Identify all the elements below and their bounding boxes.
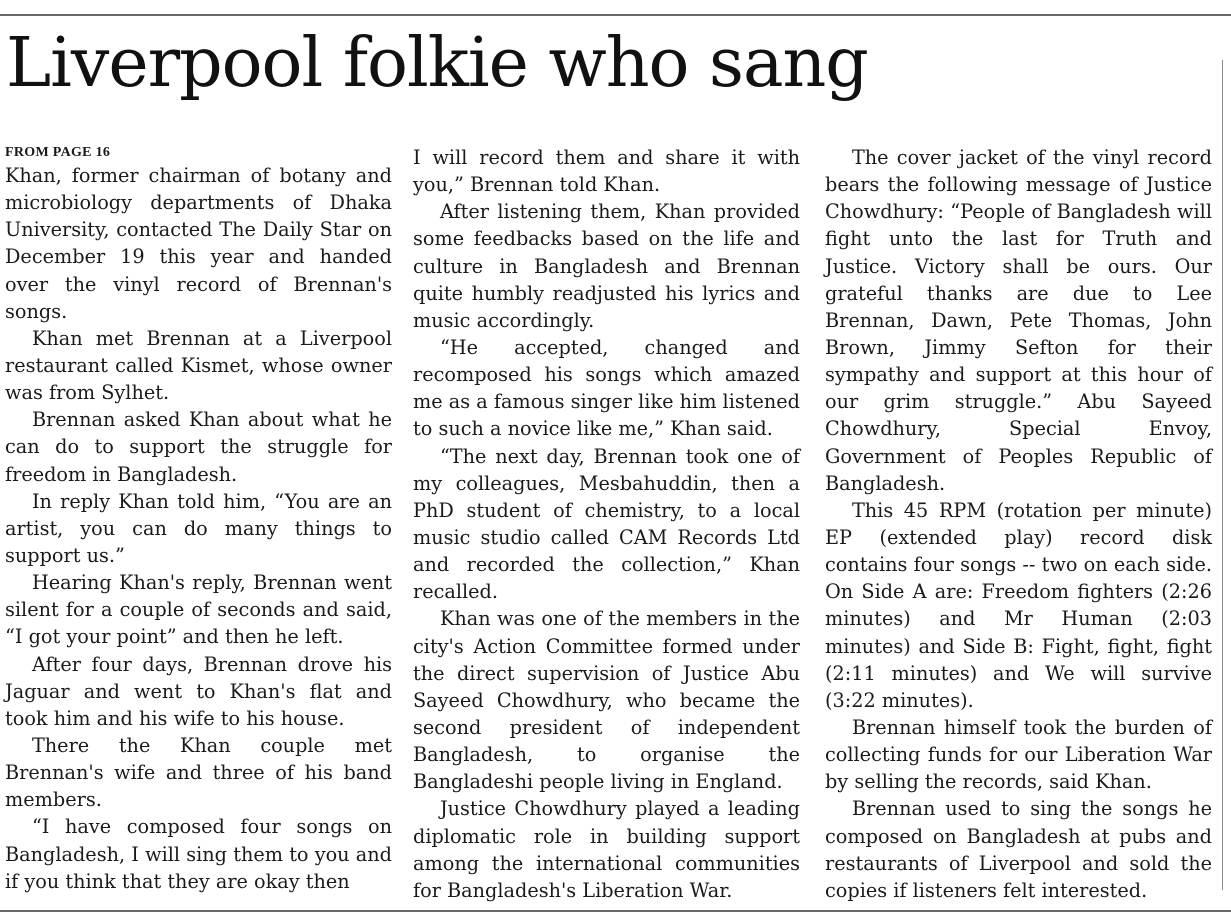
- paragraph: After four days, Brennan drove his Jaguar and went to Khan's flat and took him and his wife to his house.: [5, 652, 392, 730]
- paragraph: “I have composed four songs on Bangladesh, I will sing them to you and if you think that they are okay then: [5, 815, 392, 893]
- paragraph: “The next day, Brennan took one of my colleagues, Mesbahuddin, then a PhD student of chemistry, to a local music studio called CAM Records Ltd and recorded the collection,” Khan recalled.: [413, 444, 800, 604]
- paragraph: Justice Chowdhury played a leading diplomatic role in building support among the international communities for Bangladesh's Liberation War.: [413, 797, 800, 902]
- top-rule: [0, 14, 1231, 16]
- paragraph: The cover jacket of the vinyl record bears the following message of Justice Chowdhury: “People of Bangladesh will fight unto the last for Truth and Justice. Victory shall be ours. Our grateful thanks are due to Lee Brennan, Dawn, Pete Thomas, John Brown, Jimmy Sefton for their sympathy and support at this hour of our grim struggle.” Abu Sayeed Chowdhury, Special Envoy, Government of Peoples Republic of Bangladesh.: [825, 146, 1212, 495]
- paragraph: After listening them, Khan provided some feedbacks based on the life and culture in Bangladesh and Brennan quite humbly readjusted his lyrics and music accordingly.: [413, 200, 800, 332]
- paragraph: Brennan used to sing the songs he composed on Bangladesh at pubs and restaurants of Liverpool and sold the copies if listeners felt interested.: [825, 797, 1212, 902]
- paragraph: Khan met Brennan at a Liverpool restaurant called Kismet, whose owner was from Sylhet.: [5, 326, 392, 405]
- article-column-2: [413, 144, 800, 904]
- paragraph: Hearing Khan's reply, Brennan went silent for a couple of seconds and said, “I got your point” and then he left.: [5, 571, 392, 649]
- paragraph: “He accepted, changed and recomposed his songs which amazed me as a famous singer like him listened to such a novice like me,” Khan said.: [413, 335, 800, 441]
- right-column-rule: [1222, 60, 1223, 890]
- bottom-rule: [0, 910, 1231, 912]
- paragraph: Khan was one of the members in the city's Action Committee formed under the direct supervision of Justice Abu Sayeed Chowdhury, who became the second president of independent Bangladesh, to organise the Bangladeshi people living in England.: [413, 607, 800, 794]
- paragraph: Brennan asked Khan about what he can do to support the struggle for freedom in Bangladesh.: [5, 408, 392, 486]
- paragraph: Brennan himself took the burden of collecting funds for our Liberation War by selling the records, said Khan.: [825, 715, 1212, 794]
- paragraph: I will record them and share it with you,” Brennan told Khan.: [413, 146, 800, 197]
- article-column-3: [825, 144, 1212, 904]
- continuation-kicker: FROM PAGE 16: [5, 145, 111, 160]
- paragraph: There the Khan couple met Brennan's wife and three of his band members.: [5, 733, 392, 812]
- paragraph: This 45 RPM (rotation per minute) EP (extended play) record disk contains four songs -- two on each side. On Side A are: Freedom fighters (2:26 minutes) and Mr Human (2:03 minutes) and Side B: Fight, fight, fight (2:11 minutes) and We will survive (3:22 minutes).: [825, 498, 1212, 712]
- paragraph: In reply Khan told him, “You are an artist, you can do many things to support us.”: [5, 489, 392, 567]
- paragraph: Khan, former chairman of botany and microbiology departments of Dhaka University, contacted The Daily Star on December 19 this year and handed over the vinyl record of Brennan's songs.: [5, 164, 392, 323]
- headline: Liverpool folkie who sang: [6, 24, 868, 103]
- article-column-1: [5, 144, 392, 895]
